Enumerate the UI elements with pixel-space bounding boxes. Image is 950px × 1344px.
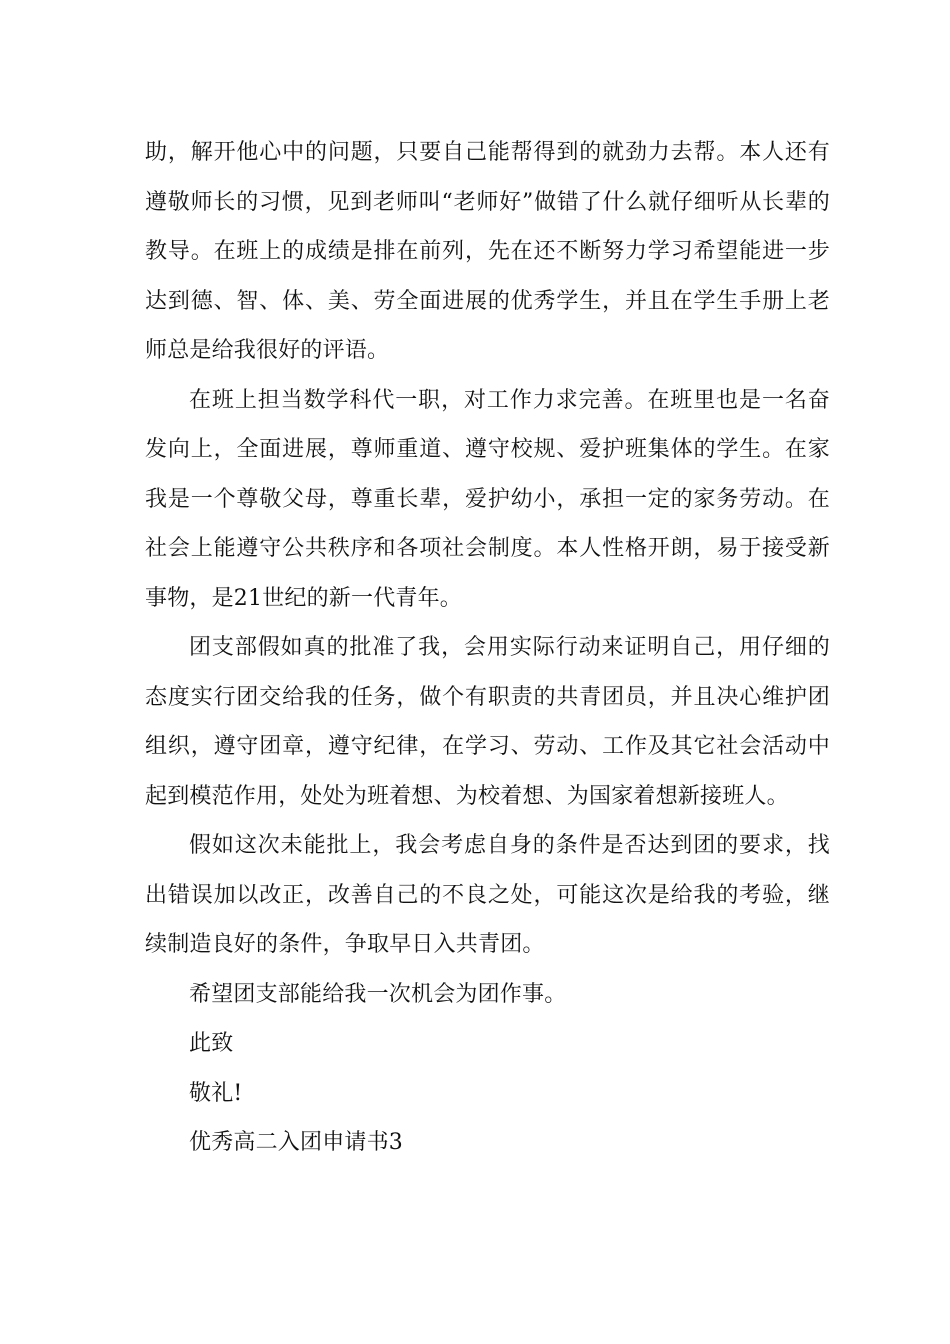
next-section-title: 优秀高二入团申请书3: [189, 1130, 403, 1155]
paragraph-2: 在班上担当数学科代一职，对工作力求完善。在班里也是一名奋发向上，全面进展，尊师重道、遵守校规、爱护班集体的学生。在家我是一个尊敬父母，尊重长辈，爱护幼小，承担一定的家务劳动。在社会上能遵守公共秩序和各项社会制度。本人性格开朗，易于接受新事物，是21世纪的新一代青年。: [145, 387, 830, 611]
paragraph-3: 团支部假如真的批准了我，会用实际行动来证明自己，用仔细的态度实行团交给我的任务，做个有职责的共青团员，并且决心维护团组织，遵守团章，遵守纪律，在学习、劳动、工作及其它社会活动中起到模范作用，处处为班着想、为校着想、为国家着想新接班人。: [145, 635, 830, 809]
salutation-line-2: 敬礼!: [189, 1080, 243, 1106]
paragraph-4: 假如这次未能批上，我会考虑自身的条件是否达到团的要求，找出错误加以改正，改善自己的不良之处，可能这次是给我的考验，继续制造良好的条件，争取早日入共青团。: [145, 833, 830, 957]
document-body: [145, 128, 830, 1168]
closing-line: 希望团支部能给我一次机会为团作事。: [189, 981, 567, 1007]
salutation-line-1: 此致: [189, 1031, 234, 1056]
paragraph-1: 助，解开他心中的问题，只要自己能帮得到的就劲力去帮。本人还有遵敬师长的习惯，见到老师叫“老师好”做错了什么就仔细听从长辈的教导。在班上的成绩是排在前列，先在还不断努力学习希望能进一步达到德、智、体、美、劳全面进展的优秀学生，并且在学生手册上老师总是给我很好的评语。: [145, 140, 830, 363]
